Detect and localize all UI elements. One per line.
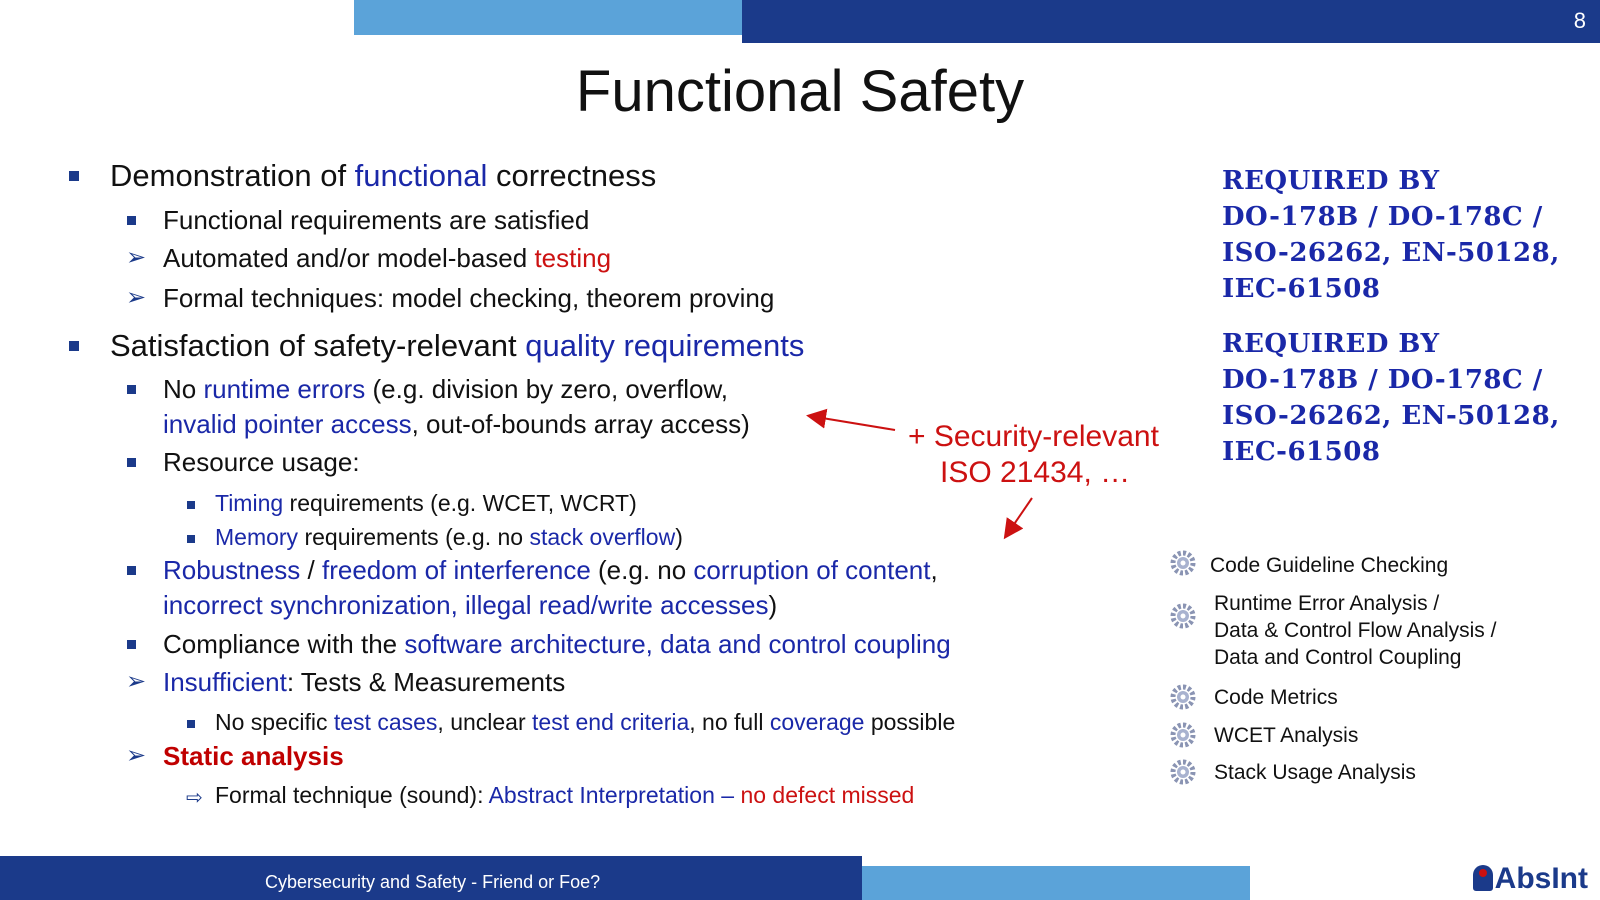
bullet-robustness-cont: incorrect synchronization, illegal read/write accesses) xyxy=(163,590,778,620)
gear-icon xyxy=(1170,722,1196,748)
gear-icon xyxy=(1170,550,1196,576)
page-number: 8 xyxy=(1573,8,1586,33)
tool-wcet-analysis: WCET Analysis xyxy=(1214,724,1359,747)
bullet-no-test-cases: No specific test cases, unclear test end criteria, no full coverage possible xyxy=(215,709,956,735)
bullet-automated-testing: Automated and/or model-based testing xyxy=(163,243,612,273)
tool-code-guideline: Code Guideline Checking xyxy=(1210,554,1449,577)
arrow-bullet-icon: ➢ xyxy=(126,244,147,271)
bullet-timing: Timing requirements (e.g. WCET, WCRT) xyxy=(215,490,637,516)
bullet-insufficient: Insufficient: Tests & Measurements xyxy=(163,667,566,697)
bullet-formal-technique: Formal technique (sound): Abstract Interpretation – no defect missed xyxy=(215,782,915,808)
absint-logo: AbsInt xyxy=(1473,862,1588,896)
arrow-bullet-icon: ➢ xyxy=(126,742,147,769)
arrow-bullet-icon: ➢ xyxy=(126,668,147,695)
required-by-block-1: REQUIRED BY DO-178B / DO-178C / ISO-26262, EN-50128, IEC-61508 xyxy=(1222,166,1560,304)
bullet-runtime-errors-cont: invalid pointer access, out-of-bounds array access) xyxy=(163,409,750,439)
slide-title: Functional Safety xyxy=(575,59,1025,124)
tool-stack-usage-analysis: Stack Usage Analysis xyxy=(1214,761,1416,784)
security-note-line1: + Security-relevant xyxy=(908,420,1159,453)
security-note-line2: ISO 21434, … xyxy=(940,456,1131,489)
gear-icon xyxy=(1170,603,1196,629)
arrow-bullet-icon: ➢ xyxy=(126,284,147,311)
tool-code-metrics: Code Metrics xyxy=(1214,686,1338,709)
bullet-formal-techniques: Formal techniques: model checking, theorem proving xyxy=(163,283,775,313)
bullet-resource-usage: Resource usage: xyxy=(163,447,360,477)
bullet-satisfaction: Satisfaction of safety-relevant quality requirements xyxy=(110,328,805,363)
tool-runtime-error-analysis: Runtime Error Analysis / Data & Control Flow Analysis / Data and Control Coupling xyxy=(1214,592,1497,669)
bullet-demonstration: Demonstration of functional correctness xyxy=(110,158,657,193)
hollow-arrow-icon: ⇨ xyxy=(186,787,203,809)
arrow-to-runtime-errors xyxy=(810,416,895,430)
bullet-memory: Memory requirements (e.g. no stack overflow) xyxy=(215,524,683,550)
bullet-compliance: Compliance with the software architecture, data and control coupling xyxy=(163,629,951,659)
logo-mark-icon xyxy=(1473,865,1493,891)
gear-icon xyxy=(1170,684,1196,710)
footer-text: Cybersecurity and Safety - Friend or Foe? xyxy=(265,872,601,892)
arrow-to-robustness xyxy=(1006,498,1032,536)
bullet-robustness: Robustness / freedom of interference (e.g. no corruption of content, xyxy=(163,555,938,585)
required-by-block-2: REQUIRED BY DO-178B / DO-178C / ISO-26262, EN-50128, IEC-61508 xyxy=(1222,329,1560,467)
gear-icon xyxy=(1170,759,1196,785)
bullet-runtime-errors: No runtime errors (e.g. division by zero, overflow, xyxy=(163,374,729,404)
footer-bar-light xyxy=(862,866,1250,900)
bullet-functional-requirements: Functional requirements are satisfied xyxy=(163,205,590,235)
bullet-static-analysis: Static analysis xyxy=(163,741,344,771)
